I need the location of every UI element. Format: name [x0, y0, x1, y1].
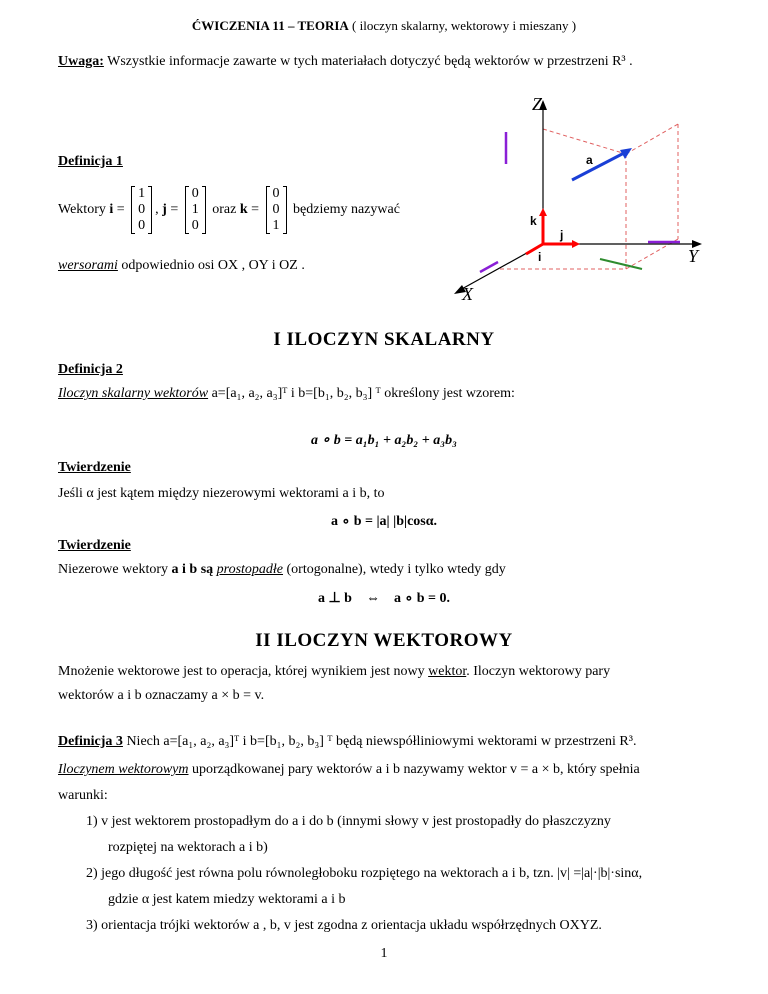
label-a: a: [586, 153, 593, 167]
page-number: 1: [380, 946, 388, 961]
intro-line1-b: . Iloczyn wektorowy pary: [466, 664, 611, 679]
thm1-text: Jeśli α jest kątem między niezerowymi wektorami a i b, to: [58, 486, 385, 501]
def2-text: a=[a₁, a₂, a₃]ᵀ i b=[b₁, b₂, b₃] ᵀ określony jest wzorem:: [211, 386, 515, 401]
def3-item-3: 3) orientacja trójki wektorów a , b, v jest zgodna z orientacja układu współrzędnych OXYZ.: [86, 918, 602, 933]
thm2-before: Niezerowe wektory: [58, 562, 169, 577]
thm2-label: Twierdzenie: [58, 538, 131, 553]
label-k: k: [530, 214, 537, 228]
def3-label: Definicja 3: [58, 734, 123, 749]
iff-symbol: ⇔: [365, 591, 380, 606]
def1-wersory-term: wersorami: [58, 258, 118, 273]
label-j: j: [560, 228, 564, 242]
vector-a: [572, 152, 626, 180]
intro-term: wektor: [428, 664, 467, 679]
versor-k-arrow: [539, 208, 547, 216]
def2-formula: a ∘ b = a₁b₁ + a₂b₂ + a₃b₃: [311, 433, 457, 448]
intro-line2: wektorów a i b oznaczamy a × b = v.: [58, 688, 265, 703]
def3-line2-text: uporządkowanej pary wektorów a i b nazywamy wektor v = a × b, który spełnia: [192, 762, 640, 777]
versor-k-matrix: 0 0 1: [266, 186, 287, 234]
versor-j-matrix: 0 1 0: [185, 186, 206, 234]
coordinate-figure: [440, 84, 724, 302]
note-label: Uwaga:: [58, 54, 104, 69]
def1-tail: będziemy nazywać: [293, 202, 400, 218]
versor-j-symbol: j: [162, 202, 167, 218]
note-line: [58, 54, 633, 70]
header-title: ĆWICZENIA 11 – TEORIA: [191, 18, 349, 33]
def1-line2: [58, 258, 305, 274]
def3-line3: warunki:: [58, 788, 108, 803]
def1-line2-text: odpowiednio osi OX , OY i OZ .: [121, 258, 305, 273]
versor-i-symbol: i: [109, 202, 114, 218]
thm2-ab: a i b są: [171, 562, 214, 577]
def2-line: [58, 386, 515, 402]
def3-term: Iloczynem wektorowym: [58, 762, 189, 777]
def3-line1: [58, 734, 636, 750]
thm2-formula-left: a ⊥ b: [317, 591, 352, 606]
label-x: X: [462, 284, 473, 302]
def1-vectors-line: Wektory i = 1 0 0, j = 0 1 0 oraz k = 0 0 1 będziemy nazywać: [58, 186, 400, 233]
versor-k-symbol: k: [239, 202, 248, 218]
def1-oraz: oraz: [212, 202, 237, 218]
label-y: Y: [688, 246, 699, 266]
thm2-after: (ortogonalne), wtedy i tylko wtedy gdy: [286, 562, 506, 577]
def3-item-2-cont: gdzie α jest katem miedzy wektorami a i b: [108, 892, 346, 907]
label-i: i: [538, 250, 542, 264]
def3-item-1-cont: rozpiętej na wektorach a i b): [108, 840, 268, 855]
thm2-formula: [0, 590, 768, 607]
versor-i-matrix: 1 0 0: [131, 186, 152, 234]
dashed-construction-lines: [500, 124, 678, 269]
page-header: [0, 18, 768, 34]
label-z: Z: [532, 94, 543, 114]
def3-text: Niech a=[a₁, a₂, a₃]ᵀ i b=[b₁, b₂, b₃] ᵀ będą niewspółliniowymi wektorami w przestrzeni R³.: [126, 734, 637, 749]
thm2-term: prostopadłe: [216, 562, 284, 577]
def2-term: Iloczyn skalarny wektorów: [58, 386, 209, 401]
intro-line1-a: Mnożenie wektorowe jest to operacja, której wynikiem jest nowy: [58, 664, 425, 679]
def3-item-2: 2) jego długość jest równa polu równoległoboku rozpiętego na wektorach a i b, tzn. |v| =|a|·|b|·sinα,: [86, 866, 643, 881]
thm1-label: Twierdzenie: [58, 460, 131, 475]
header-subtitle: ( iloczyn skalarny, wektorowy i mieszany ): [352, 18, 577, 33]
green-projection: [600, 259, 642, 269]
section2-title: II ILOCZYN WEKTOROWY: [255, 630, 513, 651]
intro-line1: [58, 664, 610, 680]
thm2-line: [58, 562, 506, 578]
def2-label: Definicja 2: [58, 362, 123, 377]
note-text: Wszystkie informacje zawarte w tych materiałach dotyczyć będą wektorów w przestrzeni R³ .: [107, 54, 633, 69]
def1-label: Definicja 1: [58, 154, 123, 169]
thm1-formula: a ∘ b = |a| |b|cosα.: [330, 514, 438, 529]
thm2-formula-right: a ∘ b = 0.: [393, 591, 450, 606]
section1-title: I ILOCZYN SKALARNY: [273, 329, 495, 350]
def1-lead: Wektory: [58, 202, 106, 218]
versor-j-arrow: [572, 240, 580, 248]
def3-line2: [58, 762, 640, 778]
def3-item-1: 1) v jest wektorem prostopadłym do a i do b (innymi słowy v jest prostopadły do płaszczyzny: [86, 814, 611, 829]
